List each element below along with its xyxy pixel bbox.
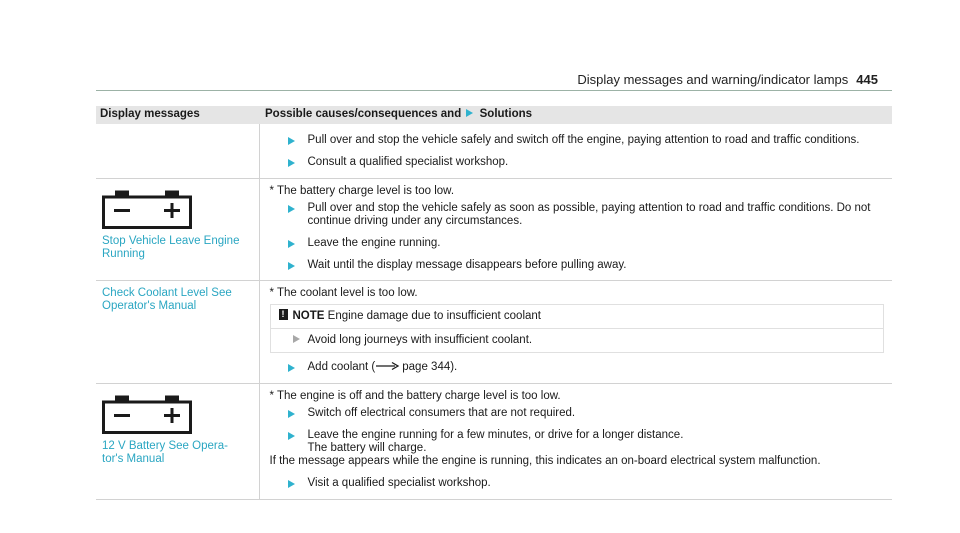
solution-step xyxy=(270,477,885,490)
step-text: Visit a qualified specialist workshop. xyxy=(307,477,491,489)
col-header-suffix: Solutions xyxy=(479,108,533,120)
page-reference-arrow-icon xyxy=(376,361,400,371)
play-arrow-icon xyxy=(288,159,295,167)
solution-step xyxy=(270,429,885,455)
warning-icon: ! xyxy=(279,309,288,320)
step-text: Leave the engine running for a few minutes, or drive for a longer distance. xyxy=(307,429,684,441)
play-arrow-icon xyxy=(288,410,295,418)
battery-icon xyxy=(102,394,192,434)
step-text: The battery will charge. xyxy=(307,442,427,454)
table-row xyxy=(96,281,892,384)
cause-text: * The engine is off and the battery charge level is too low. xyxy=(269,390,561,402)
solution-cell xyxy=(259,179,892,281)
play-arrow-icon xyxy=(293,335,300,343)
display-message xyxy=(102,440,253,466)
col-header-causes-solutions xyxy=(259,106,892,124)
table-row xyxy=(96,124,892,179)
cause-text: * The coolant level is too low. xyxy=(269,287,418,299)
play-arrow-icon xyxy=(288,432,295,440)
note-label: NOTE xyxy=(292,310,325,322)
solution-step xyxy=(270,156,885,169)
header-divider xyxy=(96,90,892,91)
note-step-text: Avoid long journeys with insufficient coolant. xyxy=(307,334,533,346)
step-text: Wait until the display message disappears before pulling away. xyxy=(307,259,627,271)
display-message-line: tor's Manual xyxy=(102,453,165,465)
table-row xyxy=(96,179,892,281)
col-header-display-messages: Display messages xyxy=(96,106,259,124)
message-cell xyxy=(96,179,259,281)
page-header xyxy=(577,72,878,87)
step-text: Switch off electrical consumers that are not required. xyxy=(307,407,576,419)
info-text: If the message appears while the engine is running, this indicates an on-board electrical system malfunction. xyxy=(269,455,821,467)
note-box xyxy=(270,304,885,353)
message-cell xyxy=(96,124,259,179)
page-reference-link[interactable]: page 344). xyxy=(402,361,458,373)
col-header-prefix: Possible causes/consequences and xyxy=(265,108,462,120)
play-arrow-icon xyxy=(288,364,295,372)
cause-text: * The battery charge level is too low. xyxy=(269,185,455,197)
play-arrow-icon xyxy=(288,240,295,248)
step-text: Consult a qualified specialist workshop. xyxy=(307,156,509,168)
display-message: Stop Vehicle Leave Engine Running xyxy=(102,235,240,260)
play-arrow-icon xyxy=(288,205,295,213)
solution-step xyxy=(270,134,885,147)
step-text: Pull over and stop the vehicle safely as soon as possible, paying attention to road and traffic conditions. Do not continue driving under any circumstances. xyxy=(307,202,871,227)
play-arrow-icon xyxy=(288,262,295,270)
step-text: Leave the engine running. xyxy=(307,237,441,249)
step-text: Add coolant ( xyxy=(307,361,376,373)
note-step xyxy=(271,328,884,352)
solution-step xyxy=(270,202,885,228)
solution-cell xyxy=(259,124,892,179)
play-arrow-icon xyxy=(466,109,473,117)
solution-step xyxy=(270,407,885,420)
step-text: Pull over and stop the vehicle safely and switch off the engine, paying attention to road and traffic conditions. xyxy=(307,134,860,146)
solution-cell xyxy=(259,384,892,500)
table-row xyxy=(96,384,892,500)
table-header-row xyxy=(96,106,892,124)
play-arrow-icon xyxy=(288,480,295,488)
page-header-title: Display messages and warning/indicator lamps xyxy=(577,72,849,87)
page-number: 445 xyxy=(856,72,878,87)
solution-step xyxy=(270,237,885,250)
message-cell xyxy=(96,384,259,500)
solution-cell xyxy=(259,281,892,384)
play-arrow-icon xyxy=(288,137,295,145)
note-header xyxy=(271,305,884,328)
note-text: Engine damage due to insufficient coolant xyxy=(327,310,541,322)
battery-icon xyxy=(102,189,192,229)
solution-step xyxy=(270,259,885,272)
display-message: Check Coolant Level See Operator's Manual xyxy=(102,287,232,312)
message-cell xyxy=(96,281,259,384)
solution-step xyxy=(270,361,885,374)
display-message-line: 12 V Battery See Opera- xyxy=(102,440,228,452)
display-messages-table xyxy=(96,106,892,500)
